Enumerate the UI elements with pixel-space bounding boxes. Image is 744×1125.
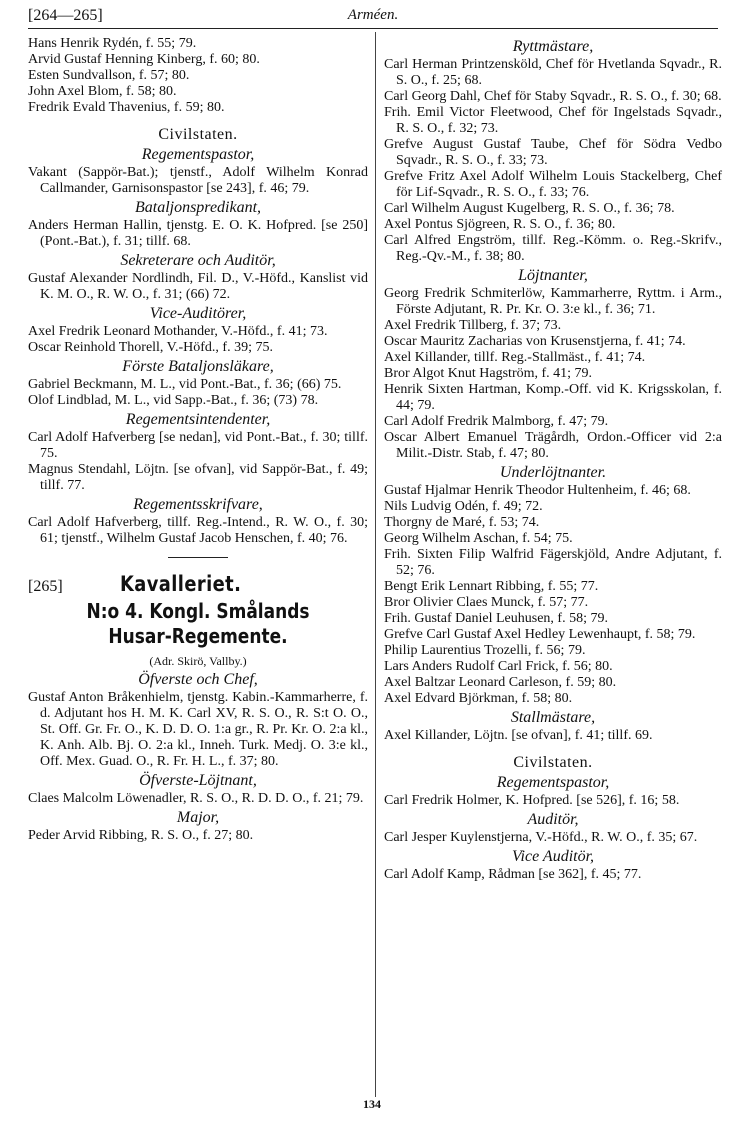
roster-entry: Carl Georg Dahl, Chef för Staby Sqvadr., R. S. O., f. 30; 68. [384,89,722,104]
section-heading: Sekreterare och Auditör, [120,252,276,269]
section-heading: Regementspastor, [141,146,255,163]
roster-entry: Olof Lindblad, M. L., vid Sapp.-Bat., f. 36; (73) 78. [28,393,319,408]
roster-entry: Magnus Stendahl, Löjtn. [se ofvan], vid Sappör-Bat., f. 49; tillf. 77. [28,462,368,493]
roster-entry: Carl Jesper Kuylenstjerna, V.-Höfd., R. W. O., f. 35; 67. [384,830,698,845]
cavalry-page-ref: [265] [28,578,63,595]
roster-entry: Esten Sundvallson, f. 57; 80. [28,68,190,83]
right-column [384,36,722,883]
entry-list [384,830,722,846]
roster-entry: Carl Adolf Fredrik Malmborg, f. 47; 79. [384,414,609,429]
roster-entry: Claes Malcolm Löwenadler, R. S. O., R. D. D. O., f. 21; 79. [28,791,364,806]
roster-entry: Axel Fredrik Leonard Mothander, V.-Höfd., f. 41; 73. [28,324,328,339]
roster-entry: Fredrik Evald Thavenius, f. 59; 80. [28,100,225,115]
entry-list [28,515,368,547]
section-heading: Auditör, [527,811,579,828]
section-heading: Öfverste-Löjtnant, [139,772,257,789]
entry-list [28,791,368,807]
roster-entry: Bror Algot Knut Hagström, f. 41; 79. [384,366,593,381]
roster-entry: Philip Laurentius Trozelli, f. 56; 79. [384,643,586,658]
roster-entry: Grefve Carl Gustaf Axel Hedley Lewenhaupt, f. 58; 79. [384,627,696,642]
regiment-title: N:o 4. Kongl. Smålands Husar-Regemente. [86,599,310,648]
roster-entry: Frih. Gustaf Daniel Leuhusen, f. 58; 79. [384,611,608,626]
section-heading: Major, [176,809,220,826]
section-heading: Bataljonspredikant, [134,199,262,216]
cavalry-title: Kavalleriet. [120,572,242,596]
roster-entry: Carl Herman Printzensköld, Chef för Hvetlanda Sqvadr., R. S. O., f. 25; 68. [384,57,722,88]
entry-list [384,728,722,744]
roster-entry: Carl Alfred Engström, tillf. Reg.-Kömm. o. Reg.-Skrifv., Reg.-Qv.-M., f. 38; 80. [384,233,722,264]
civil-staff-title: Civilstaten. [513,754,593,771]
roster-entry: Anders Herman Hallin, tjenstg. E. O. K. Hofpred. [se 250] (Pont.-Bat.), f. 31; tillf. 68. [28,218,368,249]
section-heading: Vice-Auditörer, [149,305,247,322]
roster-entry: Gustaf Hjalmar Henrik Theodor Hultenheim, f. 46; 68. [384,483,691,498]
section-title: Arméen. [347,7,399,23]
roster-entry: Carl Fredrik Holmer, K. Hofpred. [se 526], f. 16; 58. [384,793,680,808]
regiment-address: (Adr. Skirö, Vallby.) [149,654,247,668]
entry-list [28,218,368,250]
column-divider [375,32,376,1097]
roster-entry: Frih. Sixten Filip Walfrid Fägerskjöld, Andre Adjutant, f. 52; 76. [384,547,722,578]
roster-entry: Gustaf Anton Bråkenhielm, tjenstg. Kabin.-Kammarherre, f. d. Adjutant hos H. M. K. Carl XV, R. S. O., R. S:t O. O., St. Off. Gr. Fr. O., K. D. D. O. 1:a gr., R. Pr. Kr. O. 2:a kl., K. Anh. Alb. Bj. O. 2:a kl., Inneh. Turk. Medj. O. 3:e kl., Off. Mex. Guad. O., R. Fr. H. L., f. 37; 80. [28,690,368,769]
roster-entry: Vakant (Sappör-Bat.); tjenstf., Adolf Wilhelm Konrad Callmander, Garnisonspastor [se 243], f. 46; 79. [28,165,368,196]
entry-list [384,286,722,462]
entry-list [28,690,368,770]
section-heading: Ryttmästare, [512,38,594,55]
entry-list [28,165,368,197]
entry-list [28,430,368,494]
roster-entry: Axel Edvard Björkman, f. 58; 80. [384,691,573,706]
roster-entry: Hans Henrik Rydén, f. 55; 79. [28,36,197,51]
roster-entry: Carl Adolf Hafverberg [se nedan], vid Pont.-Bat., f. 30; tillf. 75. [28,430,368,461]
section-heading: Regementsskrifvare, [133,496,263,513]
roster-entry: John Axel Blom, f. 58; 80. [28,84,177,99]
roster-entry: Thorgny de Maré, f. 53; 74. [384,515,540,530]
roster-entry: Arvid Gustaf Henning Kinberg, f. 60; 80. [28,52,260,67]
entry-list [384,57,722,265]
section-heading: Öfverste och Chef, [138,671,258,688]
section-heading: Underlöjtnanter. [499,464,607,481]
roster-entry: Georg Fredrik Schmiterlöw, Kammarherre, Ryttm. i Arm., Förste Adjutant, R. Pr. Kr. O. 3:e kl., f. 36; 71. [384,286,722,317]
roster-entry: Axel Baltzar Leonard Carleson, f. 59; 80. [384,675,617,690]
roster-entry: Nils Ludvig Odén, f. 49; 72. [384,499,543,514]
running-header [28,6,718,29]
roster-entry: Carl Adolf Hafverberg, tillf. Reg.-Intend., R. W. O., f. 30; 61; tjenstf., Wilhelm Gustaf Jacob Henschen, f. 40; 76. [28,515,368,546]
entry-list [384,483,722,707]
roster-entry: Axel Killander, Löjtn. [se ofvan], f. 41; tillf. 69. [384,728,653,743]
entry-list [384,867,722,883]
section-heading: Regementsintendenter, [125,411,271,428]
entry-list [28,324,368,356]
page-range: [264—265] [28,7,103,24]
cavalry-header [28,572,368,596]
roster-entry: Grefve August Gustaf Taube, Chef för Södra Vedbo Sqvadr., R. S. O., f. 33; 73. [384,137,722,168]
roster-entry: Bengt Erik Lennart Ribbing, f. 55; 77. [384,579,599,594]
roster-entry: Henrik Sixten Hartman, Komp.-Off. vid K. Krigsskolan, f. 44; 79. [384,382,722,413]
entry-list [28,828,368,844]
section-heading: Regementspastor, [496,774,610,791]
section-divider [168,557,228,558]
roster-entry: Axel Killander, tillf. Reg.-Stallmäst., f. 41; 74. [384,350,646,365]
entry-list [28,36,368,116]
roster-entry: Axel Fredrik Tillberg, f. 37; 73. [384,318,562,333]
roster-entry: Gabriel Beckmann, M. L., vid Pont.-Bat., f. 36; (66) 75. [28,377,342,392]
roster-entry: Grefve Fritz Axel Adolf Wilhelm Louis Stackelberg, Chef för Lif-Sqvadr., R. S. O., f. 33; 76. [384,169,722,200]
roster-entry: Lars Anders Rudolf Carl Frick, f. 56; 80. [384,659,613,674]
section-heading: Löjtnanter, [518,267,588,284]
section-heading: Förste Bataljonsläkare, [122,358,274,375]
roster-entry: Frih. Emil Victor Fleetwood, Chef för Ingelstads Sqvadr., R. S. O., f. 32; 73. [384,105,722,136]
roster-entry: Bror Olivier Claes Munck, f. 57; 77. [384,595,589,610]
entry-list [28,271,368,303]
section-heading: Stallmästare, [510,709,596,726]
roster-entry: Georg Wilhelm Aschan, f. 54; 75. [384,531,573,546]
entry-list [28,377,368,409]
roster-entry: Peder Arvid Ribbing, R. S. O., f. 27; 80. [28,828,254,843]
left-column [28,36,368,844]
roster-entry: Gustaf Alexander Nordlindh, Fil. D., V.-Höfd., Kanslist vid K. M. O., R. W. O., f. 31; (66) 72. [28,271,368,302]
roster-entry: Oscar Mauritz Zacharias von Krusenstjerna, f. 41; 74. [384,334,686,349]
roster-entry: Oscar Reinhold Thorell, V.-Höfd., f. 39; 75. [28,340,273,355]
roster-entry: Carl Adolf Kamp, Rådman [se 362], f. 45; 77. [384,867,642,882]
roster-entry: Axel Pontus Sjögreen, R. S. O., f. 36; 80. [384,217,616,232]
entry-list [384,793,722,809]
roster-entry: Oscar Albert Emanuel Trägårdh, Ordon.-Officer vid 2:a Milit.-Distr. Stab, f. 47; 80. [384,430,722,461]
roster-entry: Carl Wilhelm August Kugelberg, R. S. O., f. 36; 78. [384,201,675,216]
page-number: 134 [363,1097,381,1111]
civil-staff-title: Civilstaten. [158,126,238,143]
section-heading: Vice Auditör, [511,848,595,865]
